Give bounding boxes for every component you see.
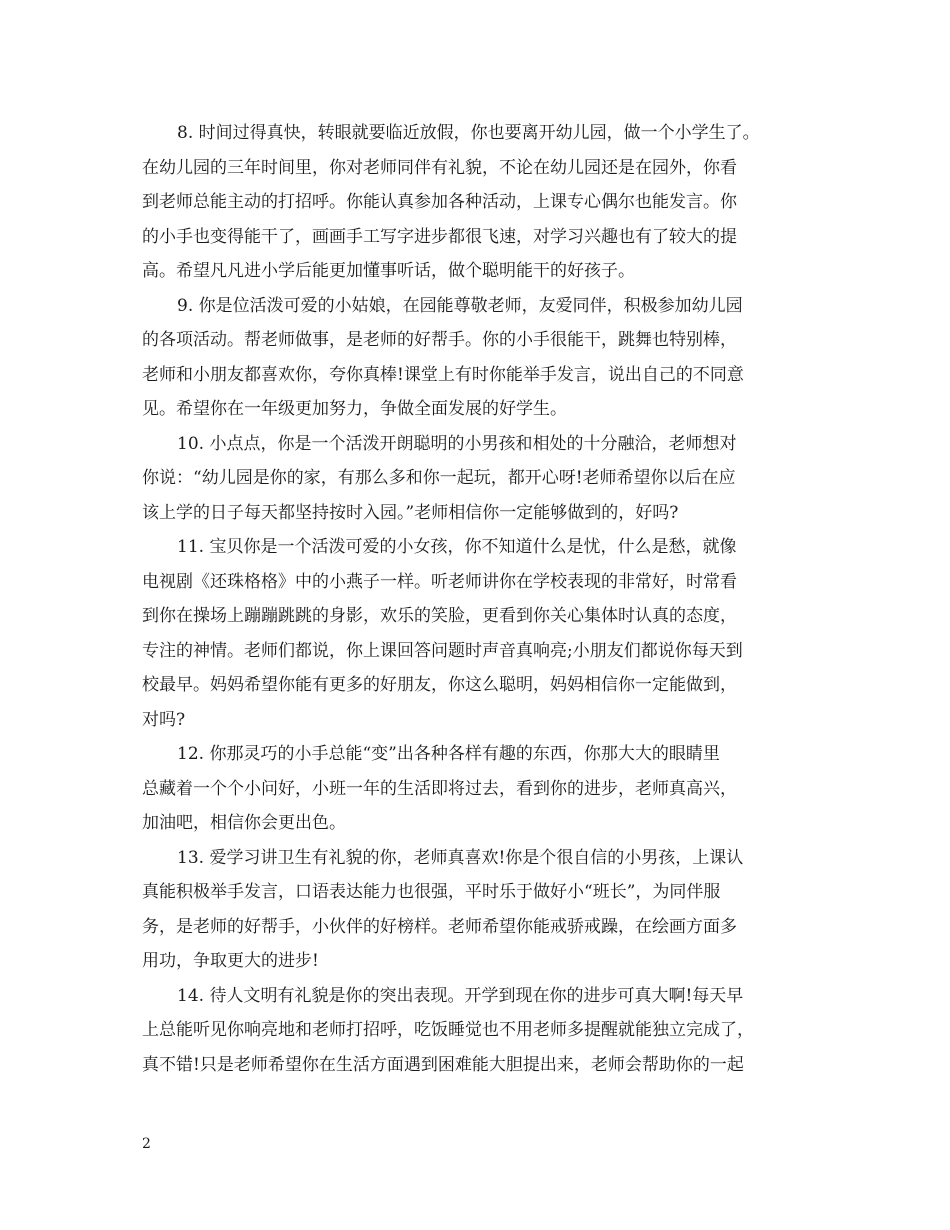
text-line: 的各项活动。帮老师做事，是老师的好帮手。你的小手很能干，跳舞也特别棒， <box>142 330 737 350</box>
text-line: 到你在操场上蹦蹦跳跳的身影，欢乐的笑脸，更看到你关心集体时认真的态度， <box>142 606 737 626</box>
paragraph-9 <box>142 289 810 427</box>
text-line: 8. 时间过得真快，转眼就要临近放假，你也要离开幼儿园，做一个小学生了。 <box>177 123 760 143</box>
paragraph-12 <box>142 737 810 841</box>
text-line: 校最早。妈妈希望你能有更多的好朋友，你这么聪明，妈妈相信你一定能做到， <box>142 675 737 695</box>
paragraph-14 <box>142 979 810 1083</box>
text-line: 9. 你是位活泼可爱的小姑娘，在园能尊敬老师，友爱同伴，积极参加幼儿园 <box>177 295 743 316</box>
text-line: 上总能听见你响亮地和老师打招呼，吃饭睡觉也不用老师多提醒就能独立完成了， <box>142 1020 754 1040</box>
text-line: 老师和小朋友都喜欢你，夸你真棒!课堂上有时你能举手发言，说出自己的不同意 <box>142 364 744 385</box>
text-line: 高。希望凡凡进小学后能更加懂事听话，做个聪明能干的好孩子。 <box>142 261 635 281</box>
text-line: 10. 小点点，你是一个活泼开朗聪明的小男孩和相处的十分融洽，老师想对 <box>177 433 737 454</box>
paragraph-10 <box>142 427 810 531</box>
text-line: 电视剧《还珠格格》中的小燕子一样。听老师讲你在学校表现的非常好，时常看 <box>142 571 737 592</box>
text-line: 在幼儿园的三年时间里，你对老师同伴有礼貌，不论在幼儿园还是在园外，你看 <box>142 157 737 178</box>
text-line: 加油吧，相信你会更出色。 <box>142 813 346 833</box>
text-line: 到老师总能主动的打招呼。你能认真参加各种活动，上课专心偶尔也能发言。你 <box>142 192 737 212</box>
paragraph-8 <box>142 116 810 289</box>
paragraph-11 <box>142 530 810 737</box>
paragraph-13 <box>142 841 810 979</box>
text-line: 该上学的日子每天都坚持按时入园。”老师相信你一定能够做到的，好吗? <box>142 502 679 523</box>
text-line: 11. 宝贝你是一个活泼可爱的小女孩，你不知道什么是忧，什么是愁，就像 <box>177 537 737 557</box>
text-line: 对吗? <box>142 709 186 730</box>
text-line: 真不错!只是老师希望你在生活方面遇到困难能大胆提出来，老师会帮助你的一起 <box>142 1054 744 1075</box>
text-line: 用功，争取更大的进步! <box>142 951 319 971</box>
text-line: 14. 待人文明有礼貌是你的突出表现。开学到现在你的进步可真大啊!每天早 <box>177 985 744 1006</box>
text-line: 专注的神情。老师们都说，你上课回答问题时声音真响亮;小朋友们都说你每天到 <box>142 640 743 661</box>
text-line: 真能积极举手发言，口语表达能力也很强，平时乐于做好小“班长”，为同伴服 <box>142 882 721 902</box>
page-number: 2 <box>142 1136 151 1152</box>
text-line: 的小手也变得能干了，画画手工写字进步都很飞速，对学习兴趣也有了较大的提 <box>142 226 737 247</box>
text-line: 总藏着一个个小问好，小班一年的生活即将过去，看到你的进步，老师真高兴， <box>142 778 737 799</box>
text-line: 见。希望你在一年级更加努力，争做全面发展的好学生。 <box>142 399 567 419</box>
text-line: 13. 爱学习讲卫生有礼貌的你，老师真喜欢!你是个很自信的小男孩，上课认 <box>177 847 744 868</box>
document-body <box>142 116 810 1082</box>
text-line: 12. 你那灵巧的小手总能“变”出各种各样有趣的东西，你那大大的眼睛里 <box>177 744 720 764</box>
text-line: 务，是老师的好帮手，小伙伴的好榜样。老师希望你能戒骄戒躁，在绘画方面多 <box>142 916 737 937</box>
text-line: 你说：“幼儿园是你的家，有那么多和你一起玩，都开心呀!老师希望你以后在应 <box>142 468 736 488</box>
